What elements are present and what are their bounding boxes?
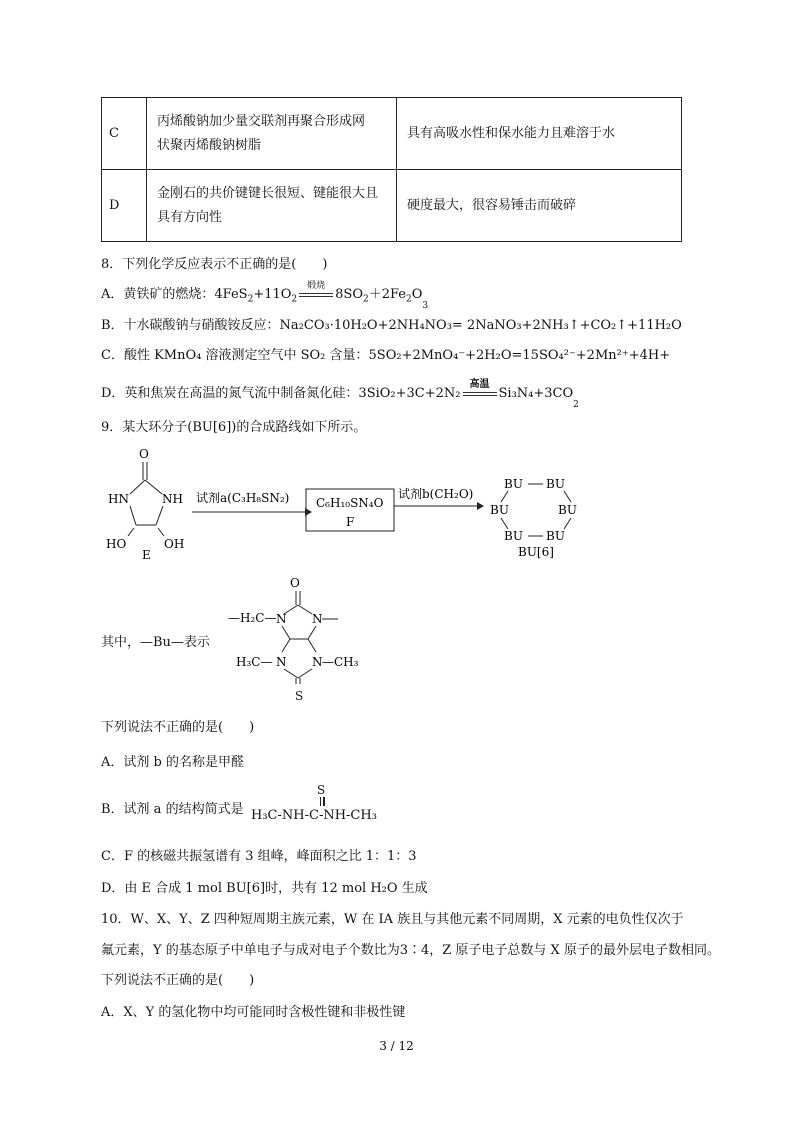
atom-label: N [312,655,323,669]
q8-option-b: B．十水碳酸钠与硝酸铵反应：Na₂CO₃·10H₂O+2NH₄NO₃= 2NaNO₃+2NH₃↑+CO₂↑+11H₂O [101,318,682,333]
q10-line: 10．W、X、Y、Z 四种短周期主族元素，W 在 IA 族且与其他元素不同周期，X 元素的电负性仅次于 [101,912,684,927]
atom-label: N [276,612,287,626]
q8-a-text: ＋2Fe [368,287,406,302]
atom-label: N [276,655,287,669]
q8-d-text: D．英和焦炭在高温的氮气流中制备氮化硅：3SiO₂+3C+2N₂ [101,386,461,401]
q9-b-text: B．试剂 a 的结构简式是 [101,802,244,817]
q8-d-text: Si₃N₄+3CO [498,386,574,401]
q8-option-d [101,379,579,410]
synthesis-scheme [100,440,620,565]
bu-unit: BU [558,503,577,517]
thiourea-formula: H₃C-NH-C-NH-CH₃ [251,808,377,823]
atom-label: NH [162,492,183,506]
bu-structure [228,574,388,684]
double-bond [320,797,322,806]
q9-option-a: A．试剂 b 的名称是甲醛 [101,755,244,770]
compound-f-formula: C₆H₁₀SN₄O [316,496,384,510]
reagent-b: 试剂b(CH₂O) [398,487,474,501]
q8-a-text: O [411,287,423,302]
atom-label: O [139,447,149,461]
ch3-group: H₃C— [236,655,273,669]
molecule-e [106,447,184,562]
table-row [102,170,682,242]
row-right: 具有高吸水性和保水能力且难溶于水 [397,98,682,170]
page-number: 3 / 12 [379,1039,414,1053]
thio-s: S [317,783,326,797]
bu-unit: BU [546,477,565,491]
compound-label: F [346,515,355,529]
q9-sub-stem [101,716,254,735]
atom-label: O [290,576,300,590]
q8-a-text: +11O [253,287,292,302]
row-key: D [102,170,147,242]
atom-label: S [295,689,304,703]
bu-unit: BU [504,529,523,543]
atom-label: HO [106,537,127,551]
reaction-condition: 高温 [461,386,499,401]
q8-a-text: A．黄铁矿的燃烧：4FeS [101,287,248,302]
row-left-line: 状聚丙烯酸钠树脂 [157,137,262,153]
options-table [101,97,682,242]
row-left [147,170,397,242]
q8-stem: 8．下列化学反应表示不正确的是( ) [101,257,328,272]
q9-option-b [101,798,244,817]
q9-option-d: D．由 E 合成 1 mol BU[6]时，共有 12 mol H₂O 生成 [101,881,428,896]
q8-d-sub: 2 [573,399,579,410]
ch3-group: —CH₃ [322,655,359,669]
q9-stem: 9．某大环分子(BU[6])的合成路线如下所示。 [101,420,367,435]
row-left [147,98,397,170]
bu6-macrocycle [490,477,577,559]
q8-option-a: A．黄铁矿的燃烧：$4FeS_2+11O_2$ 煅烧 $8SO_2+2Fe_2O_3$ [101,281,429,311]
atom-label: N [312,612,323,626]
compound-label: BU[6] [518,545,554,559]
atom-label: HN [108,492,129,506]
q10-line: 氟元素，Y 的基态原子中单电子与成对电子个数比为3∶4，Z 原子电子总数与 X 原子的最外层电子数相同。 [101,943,720,958]
row-left-line: 金刚石的共价键键长很短、键能很大且 [157,185,379,201]
reaction-condition: 煅烧 [297,287,335,302]
q8-a-text: 8SO [335,287,363,302]
q9-sub-stem-text: 下列说法不正确的是( ) [101,720,255,735]
row-key: C [102,98,147,170]
bu-unit: BU [546,529,565,543]
row-left-line: 具有方向性 [157,209,223,225]
ch2-group: —H₂C— [228,611,277,625]
q8-option-c: C．酸性 KMnO₄ 溶液测定空气中 SO₂ 含量：5SO₂+2MnO₄⁻+2H₂O=15SO₄²⁻+2Mn²⁺+4H+ [101,348,671,363]
q9-option-c: C．F 的核磁共振氢谱有 3 组峰，峰面积之比 1：1：3 [101,849,417,864]
q10-line: 下列说法不正确的是( ) [101,973,255,988]
row-left-line: 丙烯酸钠加少量交联剂再聚合形成网 [157,113,366,129]
bu-definition-prefix: 其中，—Bu—表示 [101,635,210,650]
q10-option-a: A．X、Y 的氢化物中均可能同时含极性键和非极性键 [101,1005,406,1020]
row-right: 硬度最大，很容易锤击而破碎 [397,170,682,242]
table-row [102,98,682,170]
bu-unit: BU [504,477,523,491]
compound-label: E [142,548,151,562]
atom-label: OH [164,537,185,551]
reagent-a: 试剂a(C₃H₈SN₂) [196,491,290,505]
bu-unit: BU [490,503,509,517]
